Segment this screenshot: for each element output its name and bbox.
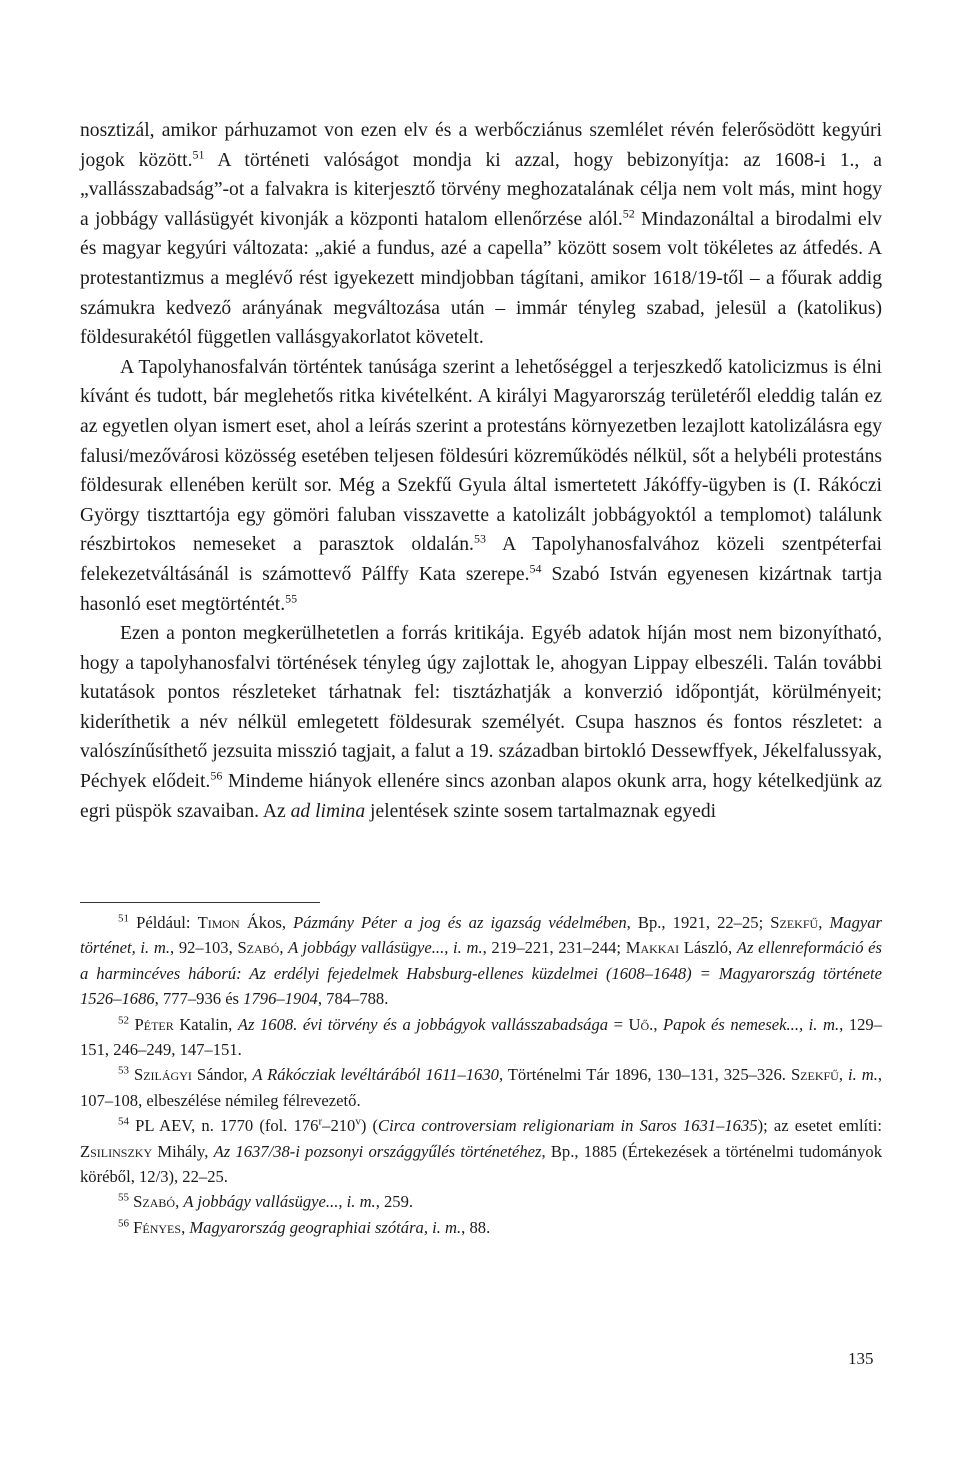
text-run: , (653, 1014, 664, 1034)
text-run: , 92–103, (170, 938, 238, 958)
work-title: i. m. (847, 1065, 878, 1085)
work-title: Magyarország geographiai szótára, i. m. (189, 1217, 462, 1237)
text-run: , 259. (375, 1192, 414, 1212)
text-run: Szabó István egyenesen kizártnak tartja hasonló eset megtörténtét. (80, 563, 882, 615)
footnote-ref-51[interactable]: 51 (192, 147, 205, 162)
page-number: 135 (848, 1349, 874, 1368)
author-name: Szekfű (790, 1065, 839, 1085)
footnote-ref-54[interactable]: 54 (529, 561, 542, 576)
author-name: Szabó (133, 1192, 176, 1212)
text-run: , Bp., 1885 (Értekezések a történelmi tudományok köréből, 12/3), 22–25. (80, 1141, 882, 1187)
text-run: A történeti valóságot mondja ki azzal, hogy bebizonyítja: az 1608-i 1., a „vallásszabadság”-ot a falvakra is kiterjesztő törvény meghozatalának célja nem volt más, mint hogy a jobbágy vallásügyét kivonják a központi hatalom ellenőrzése alól. (80, 149, 882, 230)
text-run: A Tapolyhanosfalvához közeli szentpéterfai felekezetváltásánál is számottevő Pálffy Kata szerepe. (80, 534, 882, 585)
work-title: 1796–1904 (243, 989, 318, 1009)
author-name: Szekfű (770, 913, 819, 932)
text-run: , (181, 1217, 190, 1237)
footnote-number: 55 (118, 1191, 129, 1204)
footnote-number: 52 (118, 1014, 129, 1027)
work-title: Papok és nemesek..., i. m. (663, 1014, 840, 1034)
work-title: Pázmány Péter a jog és az igazság védelmében (293, 913, 627, 932)
author-name: Szabó (237, 938, 280, 958)
text-run: = (608, 1014, 629, 1034)
italic-term: ad limina (290, 800, 366, 822)
text-run: , 784–788. (317, 989, 389, 1009)
text-run: Ákos, (239, 913, 294, 932)
text-run: , (818, 913, 830, 932)
text-run: , (279, 938, 289, 958)
text-run: , 129–151, 246–249, 147–151. (80, 1014, 883, 1060)
author-name: Zsilinszky (80, 1141, 153, 1161)
text-run: jelentések szinte sosem tartalmaznak egyedi (365, 800, 717, 822)
footnote-number: 56 (118, 1217, 129, 1230)
text-run: –210 (322, 1116, 356, 1136)
footnote-55 (80, 1189, 882, 1214)
text-run: ); az esetet említi: (757, 1116, 882, 1136)
text-run: Például: (129, 913, 198, 932)
text-run: , 777–936 és (154, 989, 244, 1009)
text-run: , 219–221, 231–244; (482, 938, 626, 958)
author-name: Uő. (628, 1014, 654, 1034)
text-run: nosztizál, amikor párhuzamot von ezen elv és a werbőcziánus szemlélet révén felerősödött kegyúri jogok között. (80, 120, 882, 171)
work-title: A Rákócziak levéltárából 1611–1630 (252, 1065, 499, 1085)
work-title: Az ellenreformáció és a harmincéves háború: Az erdélyi fejedelmek Habsburg-ellenes küzdelmei (1608–1648) = Magyarország története 1526–1686 (80, 938, 882, 1009)
footnote-56 (80, 1215, 882, 1240)
text-run: Ezen a ponton megkerülhetetlen a forrás kritikája. Egyéb adatok híján most nem bizonyítható, hogy a tapolyhanosfalvi történések tényleg úgy zajlottak le, ahogyan Lippay elbeszéli. Talán további kutatások pontos részleteket tárhatnak fel: tisztázhatják a konverzió időpontját, körülményeit; kideríthetik a név nélkül emlegetett földesurak személyét. Csupa hasznos és fontos részletet: a valószínűsíthető jezsuita misszió tagjait, a falut a 19. században birtokló Dessewffyek, Jékelfalussyak, Péchyek elődeit. (80, 623, 882, 793)
work-title: Circa controversiam religionariam in Saros 1631–1635 (378, 1116, 758, 1136)
footnote-51 (80, 910, 882, 1012)
work-title: Az 1637/38-i pozsonyi országgyűlés történetéhez (213, 1141, 542, 1161)
text-run: László, (679, 938, 737, 958)
footnote-54 (80, 1113, 882, 1189)
footnote-ref-55[interactable]: 55 (285, 590, 298, 605)
footnote-ref-56[interactable]: 56 (210, 768, 223, 783)
text-run: Mindeme hiányok ellenére sincs azonban alapos okunk arra, hogy kételkedjünk az egri püspök szavaiban. Az (80, 771, 882, 822)
folio-verso: v (355, 1115, 361, 1128)
text-run: Mihály, (152, 1141, 214, 1161)
text-run: , Bp., 1921, 22–25; (626, 913, 771, 932)
footnote-53 (80, 1062, 882, 1113)
text-run: , 107–108, elbeszélése némileg félrevezető. (80, 1065, 883, 1110)
text-run: , Történelmi Tár 1896, 130–131, 325–326. (498, 1065, 791, 1085)
work-title: A jobbágy vallásügye..., i. m. (183, 1192, 376, 1212)
text-run: , (175, 1192, 184, 1212)
footnotes (80, 910, 882, 1240)
author-name: Timon (197, 913, 240, 932)
text-run: A Tapolyhanosfalván történtek tanúsága szerint a lehetőséggel a terjeszkedő katolicizmus is élni kívánt és tudott, bár meglehetős ritka kivételként. A királyi Magyarország területéről eleddig talán ez az egyetlen olyan ismert eset, ahol a leírás szerint a protestáns környezetben lezajlott katolizálásra egy falusi/mezővárosi közösség esetében teljesen földesúri közreműködés nélkül, sőt a helybéli protestáns földesurak ellenében került sor. Még a Szekfű Gyula által ismertetett Jákóffy-ügyben is (I. Rákóczi György tiszttartója egy gömöri faluban visszavette a katolizált jobbágyoktól a templomot) találunk részbirtokos nemeseket a parasztok oldalán. (80, 356, 882, 556)
work-title: A jobbágy vallásügye..., i. m. (288, 938, 483, 958)
folio-recto: r (318, 1115, 323, 1128)
text-run: PL AEV, n. 1770 (fol. 176 (129, 1116, 319, 1136)
author-name: Szilágyi (133, 1065, 192, 1085)
work-title: Az 1608. évi törvény és a jobbágyok vallásszabadsága (237, 1014, 609, 1034)
footnote-ref-53[interactable]: 53 (473, 531, 486, 546)
body-text (80, 116, 882, 826)
paragraph-2 (80, 353, 882, 619)
text-run: Katalin, (173, 1014, 238, 1034)
text-run: Mindazonáltal a birodalmi elv és magyar kegyúri változata: „akié a fundus, azé a capella” között sosem volt tökéletes az átfedés. A protestantizmus a meglévő rést igyekezett mindjobban tágítani, amikor 1618/19-től – a főurak addig számukra kedvező arányának megváltozása után – immár tényleg szabad, jelesül a (katolikus) földesurakétól független vallásgyakorlatot követelt. (80, 208, 882, 349)
footnote-52 (80, 1012, 882, 1063)
author-name: Makkai (625, 938, 680, 958)
author-name: Péter (134, 1014, 174, 1034)
text-run: Sándor, (191, 1065, 253, 1085)
paragraph-1 (80, 116, 882, 353)
text-run: , (838, 1065, 848, 1085)
footnote-number: 51 (118, 912, 129, 925)
footnote-divider (80, 902, 320, 903)
footnote-ref-52[interactable]: 52 (622, 206, 635, 221)
footnote-number: 53 (118, 1064, 129, 1077)
paragraph-3 (80, 619, 882, 826)
author-name: Fényes (133, 1217, 182, 1237)
text-run: ) ( (360, 1116, 379, 1136)
footnote-number: 54 (118, 1115, 129, 1128)
text-run: , 88. (461, 1217, 491, 1237)
work-title: Magyar történet, i. m. (80, 913, 882, 958)
